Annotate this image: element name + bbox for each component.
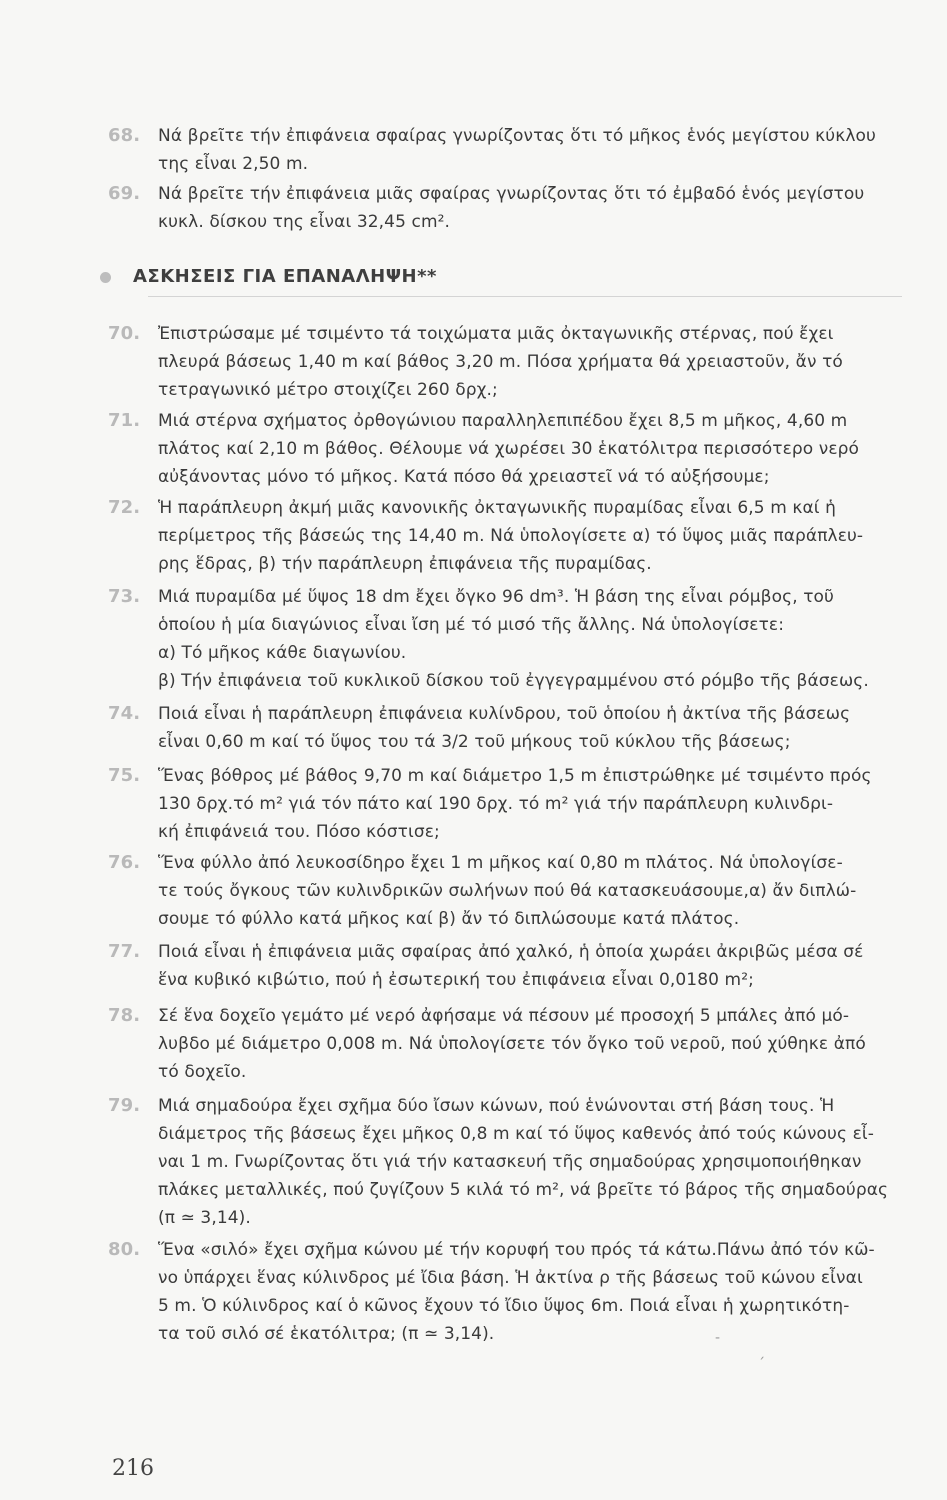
- exercise-line: αὐξάνοντας μόνο τό μῆκος. Κατά πόσο θά χρειαστεῖ νά τό αὐξήσουμε;: [158, 467, 770, 487]
- exercise-number: 72.: [108, 497, 141, 518]
- exercise-line: Ἕνα φύλλο ἀπό λευκοσίδηρο ἔχει 1 m μῆκος καί 0,80 m πλάτος. Νά ὑπολογίσε-: [158, 853, 843, 873]
- exercise-line: λυβδο μέ διάμετρο 0,008 m. Νά ὑπολογίσετε τόν ὄγκο τοῦ νεροῦ, πού χύθηκε ἀπό: [158, 1034, 866, 1054]
- exercise-line: διάμετρος τῆς βάσεως ἔχει μῆκος 0,8 m καί τό ὕψος καθενός ἀπό τούς κώνους εἶ-: [158, 1124, 874, 1144]
- exercise-number: 68.: [108, 125, 141, 146]
- exercise-line: ναι 1 m. Γνωρίζοντας ὅτι γιά τήν κατασκευή τῆς σημαδούρας χρησιμοποιήθηκαν: [158, 1152, 862, 1172]
- bullet-icon: [100, 272, 111, 283]
- exercise-73: [108, 583, 908, 695]
- exercise-number: 77.: [108, 941, 141, 962]
- exercise-70: [108, 320, 908, 404]
- ink-mark: ˏ: [758, 1344, 765, 1360]
- exercise-line: Ἡ παράπλευρη ἀκμή μιᾶς κανονικῆς ὀκταγωνικῆς πυραμίδας εἶναι 6,5 m καί ἡ: [158, 498, 837, 518]
- exercise-line: Μιά στέρνα σχήματος ὀρθογώνιου παραλληλεπιπέδου ἔχει 8,5 m μῆκος, 4,60 m: [158, 411, 848, 431]
- exercise-78: [108, 1002, 908, 1086]
- exercise-line: τό δοχεῖο.: [158, 1062, 247, 1082]
- exercise-line: Ποιά εἶναι ἡ παράπλευρη ἐπιφάνεια κυλίνδρου, τοῦ ὁποίου ἡ ἀκτίνα τῆς βάσεως: [158, 704, 851, 724]
- exercise-line: Ἕνας βόθρος μέ βάθος 9,70 m καί διάμετρο 1,5 m ἐπιστρώθηκε μέ τσιμέντο πρός: [158, 766, 872, 786]
- exercise-line: κή ἐπιφάνειά του. Πόσο κόστισε;: [158, 822, 440, 842]
- section-divider: [148, 296, 902, 297]
- exercise-75: [108, 762, 908, 846]
- exercise-line: Ἕνα «σιλό» ἔχει σχῆμα κώνου μέ τήν κορυφή του πρός τά κάτω.Πάνω ἀπό τόν κῶ-: [158, 1240, 875, 1260]
- exercise-number: 75.: [108, 765, 141, 786]
- exercise-number: 70.: [108, 323, 141, 344]
- exercise-line: τε τούς ὄγκους τῶν κυλινδρικῶν σωλήνων πού θά κατασκευάσουμε,α) ἄν διπλώ-: [158, 881, 857, 901]
- exercise-line: 130 δρχ.τό m² γιά τόν πάτο καί 190 δρχ. τό m² γιά τήν παράπλευρη κυλινδρι-: [158, 794, 834, 814]
- exercise-number: 78.: [108, 1005, 141, 1026]
- exercise-line: της εἶναι 2,50 m.: [158, 154, 309, 174]
- exercise-number: 73.: [108, 586, 141, 607]
- exercise-line: Νά βρεῖτε τήν ἐπιφάνεια σφαίρας γνωρίζοντας ὅτι τό μῆκος ἑνός μεγίστου κύκλου: [158, 126, 876, 146]
- exercise-line: ρης ἕδρας, β) τήν παράπλευρη ἐπιφάνεια τῆς πυραμίδας.: [158, 554, 652, 574]
- exercise-number: 79.: [108, 1095, 141, 1116]
- exercise-number: 80.: [108, 1239, 141, 1260]
- exercise-76: [108, 849, 908, 933]
- exercise-line: Σέ ἕνα δοχεῖο γεμάτο μέ νερό ἀφήσαμε νά πέσουν μέ προσοχή 5 μπάλες ἀπό μό-: [158, 1006, 850, 1026]
- exercise-number: 71.: [108, 410, 141, 431]
- exercise-line: Ἐπιστρώσαμε μέ τσιμέντο τά τοιχώματα μιᾶς ὀκταγωνικῆς στέρνας, πού ἔχει: [158, 324, 834, 344]
- exercise-line: α) Τό μῆκος κάθε διαγωνίου.: [158, 643, 407, 663]
- exercise-line: Ποιά εἶναι ἡ ἐπιφάνεια μιᾶς σφαίρας ἀπό χαλκό, ἡ ὁποία χωράει ἀκριβῶς μέσα σέ: [158, 942, 864, 962]
- exercise-number: 69.: [108, 183, 141, 204]
- page-number: 216: [112, 1456, 154, 1481]
- exercise-71: [108, 407, 908, 491]
- exercise-line: σουμε τό φύλλο κατά μῆκος καί β) ἄν τό διπλώσουμε κατά πλάτος.: [158, 909, 740, 929]
- exercise-69: [108, 180, 908, 236]
- exercise-line: β) Τήν ἐπιφάνεια τοῦ κυκλικοῦ δίσκου τοῦ ἐγγεγραμμένου στό ρόμβο τῆς βάσεως.: [158, 671, 869, 691]
- ink-mark: -: [715, 1330, 721, 1346]
- exercise-77: [108, 938, 908, 994]
- exercise-line: πλάκες μεταλλικές, πού ζυγίζουν 5 κιλά τό m², νά βρεῖτε τό βάρος τῆς σημαδούρας: [158, 1180, 889, 1200]
- exercise-72: [108, 494, 908, 578]
- exercise-line: ὁποίου ἡ μία διαγώνιος εἶναι ἴση μέ τό μισό τῆς ἄλλης. Νά ὑπολογίσετε:: [158, 615, 785, 635]
- exercise-line: ἕνα κυβικό κιβώτιο, πού ἡ ἐσωτερική του ἐπιφάνεια εἶναι 0,0180 m²;: [158, 970, 754, 990]
- exercise-number: 74.: [108, 703, 141, 724]
- exercise-line: (π ≃ 3,14).: [158, 1208, 251, 1228]
- exercise-line: Μιά πυραμίδα μέ ὕψος 18 dm ἔχει ὄγκο 96 dm³. Ἡ βάση της εἶναι ρόμβος, τοῦ: [158, 587, 834, 607]
- exercise-line: πλευρά βάσεως 1,40 m καί βάθος 3,20 m. Πόσα χρήματα θά χρειαστοῦν, ἄν τό: [158, 352, 843, 372]
- section-heading: [100, 266, 910, 287]
- exercise-68: [108, 122, 908, 178]
- exercise-line: Νά βρεῖτε τήν ἐπιφάνεια μιᾶς σφαίρας γνωρίζοντας ὅτι τό ἐμβαδό ἑνός μεγίστου: [158, 184, 865, 204]
- exercise-line: 5 m. Ὁ κύλινδρος καί ὁ κῶνος ἔχουν τό ἴδιο ὕψος 6m. Ποιά εἶναι ἡ χωρητικότη-: [158, 1296, 850, 1316]
- exercise-line: εἶναι 0,60 m καί τό ὕψος του τά 3/2 τοῦ μήκους τοῦ κύκλου τῆς βάσεως;: [158, 732, 791, 752]
- exercise-79: [108, 1092, 908, 1232]
- exercise-80: [108, 1236, 908, 1348]
- exercise-line: νο ὑπάρχει ἕνας κύλινδρος μέ ἴδια βάση. Ἡ ἀκτίνα ρ τῆς βάσεως τοῦ κώνου εἶναι: [158, 1268, 863, 1288]
- exercise-line: περίμετρος τῆς βάσεώς της 14,40 m. Νά ὑπολογίσετε α) τό ὕψος μιᾶς παράπλευ-: [158, 526, 864, 546]
- section-heading-text: ΑΣΚΗΣΕΙΣ ΓΙΑ ΕΠΑΝΑΛΗΨΗ**: [133, 266, 437, 287]
- exercise-line: κυκλ. δίσκου της εἶναι 32,45 cm².: [158, 212, 451, 232]
- exercise-number: 76.: [108, 852, 141, 873]
- exercise-line: τετραγωνικό μέτρο στοιχίζει 260 δρχ.;: [158, 380, 498, 400]
- exercise-line: τα τοῦ σιλό σέ ἑκατόλιτρα; (π ≃ 3,14).: [158, 1324, 495, 1344]
- exercise-line: πλάτος καί 2,10 m βάθος. Θέλουμε νά χωρέσει 30 ἑκατόλιτρα περισσότερο νερό: [158, 439, 860, 459]
- exercise-line: Μιά σημαδούρα ἔχει σχῆμα δύο ἴσων κώνων, πού ἑνώνονται στή βάση τους. Ἡ: [158, 1096, 835, 1116]
- exercise-74: [108, 700, 908, 756]
